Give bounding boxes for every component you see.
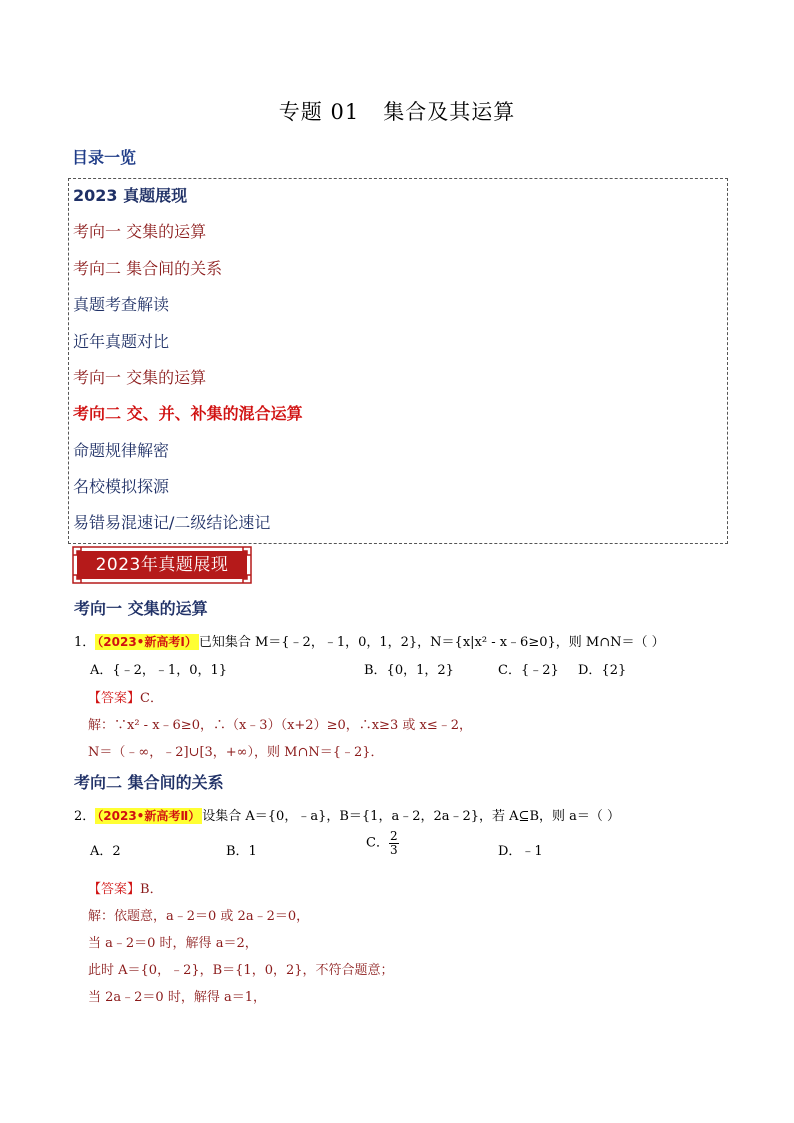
option-d: D．{2} xyxy=(578,663,627,678)
source-tag: （2023•新高考Ⅱ） xyxy=(97,809,201,823)
section-banner xyxy=(72,546,252,584)
option-d: D．﹣1 xyxy=(498,844,543,859)
toc-item-mock[interactable]: 名校模拟探源 xyxy=(73,477,170,496)
solution-2-line-4: 当 2a﹣2＝0 时，解得 a＝1， xyxy=(88,990,266,1005)
solution-2-line-2: 当 a﹣2＝0 时，解得 a＝2， xyxy=(88,936,258,951)
option-a: A．{﹣2，﹣1，0，1} xyxy=(90,663,228,678)
option-c: C．{﹣2} xyxy=(498,663,559,678)
question-1-stem xyxy=(74,631,665,650)
solution-2-line-1: 解：依题意，a﹣2＝0 或 2a﹣2＝0， xyxy=(88,909,310,924)
toc-item-direction-2b[interactable]: 考向二 交、并、补集的混合运算 xyxy=(73,404,303,423)
page-title xyxy=(0,96,794,126)
answer-label: 【答案】 xyxy=(88,882,141,897)
solution-1-line-1: 解：∵x² - x﹣6≥0，∴（x﹣3）（x+2）≥0，∴x≥3 或 x≤﹣2， xyxy=(88,718,472,733)
answer-2 xyxy=(88,878,163,897)
option-c-prefix: C． xyxy=(366,835,389,851)
toc-item-direction-2[interactable]: 考向二 集合间的关系 xyxy=(73,259,223,278)
fraction-numerator: 2 xyxy=(389,829,398,843)
banner-text: 2023年真题展现 xyxy=(95,555,229,575)
answer-value: B． xyxy=(140,882,163,897)
title-topic-number: 专题 01 xyxy=(278,100,360,124)
answer-1 xyxy=(88,687,163,706)
answer-value: C． xyxy=(140,691,163,706)
toc-item-2023[interactable]: 2023 真题展现 xyxy=(73,186,188,205)
toc-heading: 目录一览 xyxy=(72,148,137,167)
fraction-denominator: 3 xyxy=(389,842,398,857)
question-number: 1． xyxy=(74,635,96,650)
section-heading-1: 考向一 交集的运算 xyxy=(74,599,208,618)
solution-2-line-3: 此时 A＝{0，﹣2}，B＝{1，0，2}，不符合题意； xyxy=(88,963,394,978)
toc-item-direction-1b[interactable]: 考向一 交集的运算 xyxy=(73,368,207,387)
title-topic-name: 集合及其运算 xyxy=(383,100,516,124)
source-tag: （2023•新高考Ⅰ） xyxy=(97,635,197,649)
option-c xyxy=(366,830,399,856)
option-a: A．2 xyxy=(90,844,121,859)
fraction xyxy=(389,830,399,856)
answer-label: 【答案】 xyxy=(88,691,141,706)
toc-item-direction-1[interactable]: 考向一 交集的运算 xyxy=(73,222,207,241)
question-number: 2． xyxy=(74,809,96,824)
solution-1-line-2: N＝（﹣∞，﹣2]∪[3，+∞），则 M∩N＝{﹣2}． xyxy=(88,745,384,760)
question-2-stem xyxy=(74,805,620,824)
toc-item-patterns[interactable]: 命题规律解密 xyxy=(73,441,170,460)
toc-item-comparison[interactable]: 近年真题对比 xyxy=(73,332,170,351)
toc-item-analysis[interactable]: 真题考查解读 xyxy=(73,295,170,314)
question-text: 已知集合 M＝{﹣2，﹣1，0，1，2}，N＝{x|x² - x﹣6≥0}，则 M∩N＝（ ） xyxy=(198,635,665,650)
toc-item-mistakes[interactable]: 易错易混速记/二级结论速记 xyxy=(73,513,271,532)
option-b: B．{0，1，2} xyxy=(364,663,454,678)
section-heading-2: 考向二 集合间的关系 xyxy=(74,773,224,792)
toc-box xyxy=(68,178,728,544)
option-b: B．1 xyxy=(226,844,257,859)
question-text: 设集合 A＝{0，﹣a}，B＝{1，a﹣2，2a﹣2}，若 A⊆B，则 a＝（ ） xyxy=(202,809,621,824)
